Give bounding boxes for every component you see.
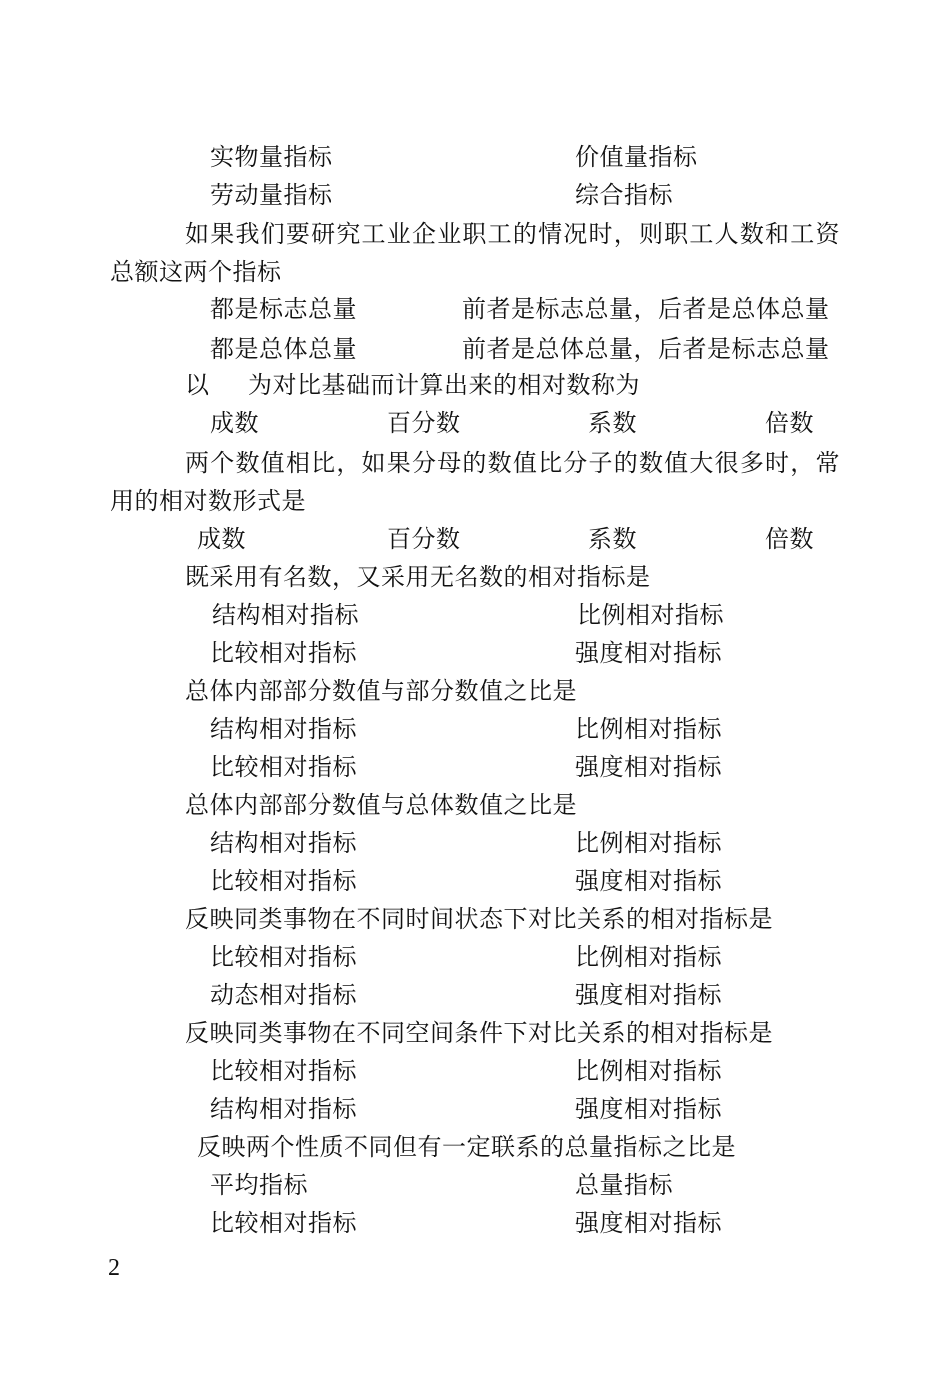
option-a: 结构相对指标 <box>210 715 357 743</box>
option-d: 强度相对指标 <box>575 639 722 667</box>
option-a: 成数 <box>197 525 246 553</box>
question-text-prefix: 以 <box>185 371 210 399</box>
question-text: 反映同类事物在不同空间条件下对比关系的相对指标是 <box>185 1019 773 1047</box>
option-c: 结构相对指标 <box>210 1095 357 1123</box>
question-text: 反映两个性质不同但有一定联系的总量指标之比是 <box>197 1133 736 1161</box>
option-d: 强度相对指标 <box>575 1095 722 1123</box>
option-a: 结构相对指标 <box>212 601 359 629</box>
question-text: 反映同类事物在不同时间状态下对比关系的相对指标是 <box>185 905 773 933</box>
option-b: 百分数 <box>387 409 461 437</box>
option-b: 比例相对指标 <box>575 829 722 857</box>
option-b: 总量指标 <box>575 1171 673 1199</box>
option-b: 比例相对指标 <box>575 943 722 971</box>
option-d: 强度相对指标 <box>575 753 722 781</box>
option-b: 前者是标志总量，后者是总体总量 <box>462 295 830 323</box>
option-b: 比例相对指标 <box>575 715 722 743</box>
option-a: 比较相对指标 <box>210 1057 357 1085</box>
option-a: 比较相对指标 <box>210 943 357 971</box>
question-text: 总体内部部分数值与部分数值之比是 <box>185 677 577 705</box>
option-b: 比例相对指标 <box>575 1057 722 1085</box>
page-number: 2 <box>108 1255 120 1281</box>
question-text: 既采用有名数，又采用无名数的相对指标是 <box>185 563 651 591</box>
option-c: 动态相对指标 <box>210 981 357 1009</box>
question-text: 总体内部部分数值与总体数值之比是 <box>185 791 577 819</box>
option-a: 成数 <box>210 409 259 437</box>
option-c: 比较相对指标 <box>210 753 357 781</box>
option-d: 倍数 <box>765 409 814 437</box>
question-text: 为对比基础而计算出来的相对数称为 <box>248 371 640 399</box>
option-c: 比较相对指标 <box>210 639 357 667</box>
option-d: 前者是总体总量，后者是标志总量 <box>462 335 830 363</box>
option-c: 系数 <box>588 525 637 553</box>
option-a: 实物量指标 <box>210 143 333 171</box>
option-a: 都是标志总量 <box>210 295 357 323</box>
option-b: 价值量指标 <box>575 143 698 171</box>
option-d: 强度相对指标 <box>575 867 722 895</box>
option-d: 综合指标 <box>575 181 673 209</box>
option-b: 比例相对指标 <box>577 601 724 629</box>
option-d: 强度相对指标 <box>575 1209 722 1237</box>
option-c: 都是总体总量 <box>210 335 357 363</box>
option-a: 平均指标 <box>210 1171 308 1199</box>
option-d: 强度相对指标 <box>575 981 722 1009</box>
option-c: 比较相对指标 <box>210 1209 357 1237</box>
option-d: 倍数 <box>765 525 814 553</box>
option-c: 劳动量指标 <box>210 181 333 209</box>
option-c: 比较相对指标 <box>210 867 357 895</box>
option-a: 结构相对指标 <box>210 829 357 857</box>
option-c: 系数 <box>588 409 637 437</box>
option-b: 百分数 <box>387 525 461 553</box>
question-text: 两个数值相比，如果分母的数值比分子的数值大很多时，常用的相对数形式是 <box>110 449 840 515</box>
question-text: 如果我们要研究工业企业职工的情况时，则职工人数和工资总额这两个指标 <box>110 220 840 286</box>
